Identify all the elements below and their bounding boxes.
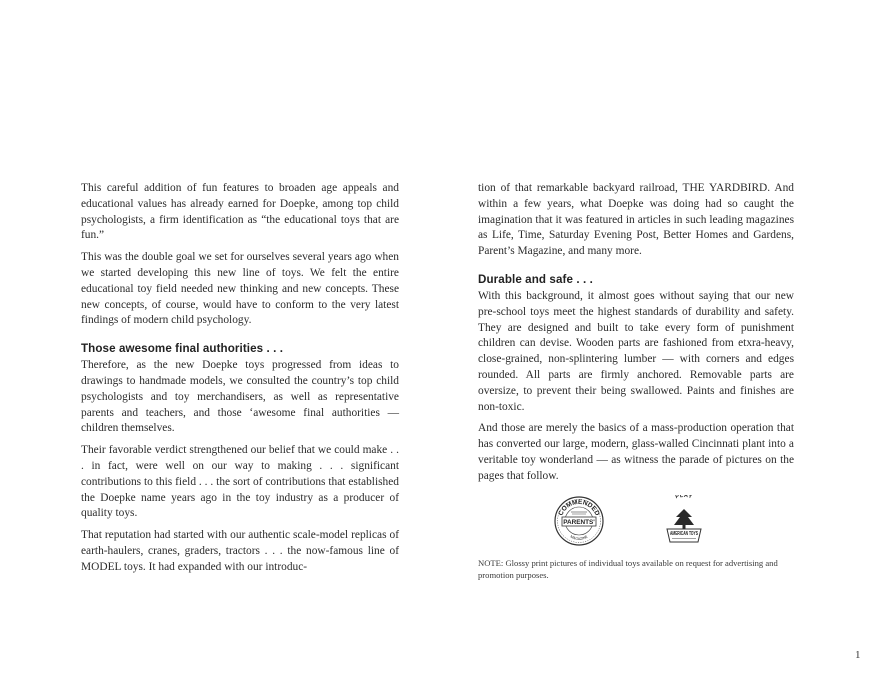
svg-text:COMMENDED	[557, 498, 600, 516]
paragraph-double-goal: This was the double goal we set for ourselves several years ago when we started developing this new line of toys. We felt the entire educational toy field needed new thinking and new concepts. These new concepts, of course, would have to conform to the very latest findings of modern child psychology.	[81, 251, 399, 327]
paragraph-safety: With this background, it almost goes without saying that our new pre-school toys meet the highest standards of durability and safety. They are designed and built to take every form of punishment children can devise. Wooden parts are fashioned from etxra-heavy, close-grained, non-splintering lumber — with corners and edges rounded. All parts are firmly anchored. Removable parts are oversize, to prevent their being swallowed. Paints and finishes are non-toxic.	[478, 289, 794, 413]
paragraph-reputation: That reputation had started with our authentic scale-model replicas of earth-haulers, cranes, graders, tractors . . . the now-famous line of MODEL toys. It had expanded with our introduc-	[81, 529, 399, 573]
badge-row	[478, 495, 794, 551]
svg-text:MAGAZINE	[570, 534, 589, 541]
page-number: 1	[855, 649, 861, 661]
american-toys-emblem-icon	[661, 495, 707, 555]
seal-main-text: PARENTS'	[563, 518, 595, 526]
left-column	[81, 181, 399, 582]
seal-top-text: COMMENDED	[557, 498, 601, 517]
emblem-top-text: PLAY	[674, 494, 694, 500]
parents-magazine-seal-icon	[553, 495, 605, 553]
paragraph-consulted: Therefore, as the new Doepke toys progressed from ideas to drawings to handmade models, we consulted the country’s top child psychologists and toy merchandisers, as well as representative parents and teachers, and those ‘awesome final authorities — children themselves.	[81, 359, 399, 435]
right-column	[478, 181, 794, 588]
seal-bottom-text: MAGAZINE	[569, 534, 589, 541]
heading-final-authorities: Those awesome final authorities . . .	[81, 342, 284, 356]
emblem-bottom-text: AMERICAN TOYS	[670, 530, 699, 537]
heading-durable-safe: Durable and safe . . .	[478, 272, 593, 286]
paragraph-verdict: Their favorable verdict strengthened our belief that we could make . . . in fact, were well on our way to making . . . significant contributions to this field . . . the sort of contributions that established the Doepke name years ago in the toy industry as a producer of quality toys.	[81, 444, 399, 520]
svg-text:PLAY	[675, 495, 693, 500]
paragraph-intro: This careful addition of fun features to broaden age appeals and educational values has already earned for Doepke, among top child psychologists, a firm identification as “the educational toys that are fun.”	[81, 182, 399, 242]
paragraph-yardbird: tion of that remarkable backyard railroad, THE YARDBIRD. And within a few years, what Doepke was doing had so caught the imagination that it was featured in articles in such leading magazines as Life, Time, Saturday Evening Post, Better Homes and Gardens, Parent’s Magazine, and many more.	[478, 182, 794, 258]
paragraph-mass-production: And those are merely the basics of a mass-production operation that has converted our large, modern, glass-walled Cincinnati plant into a veritable toy wonderland — as witness the parade of pictures on the pages that follow.	[478, 422, 794, 482]
footnote-glossy-prints: NOTE: Glossy print pictures of individual toys available on request for advertising and promotion purposes.	[478, 557, 778, 581]
